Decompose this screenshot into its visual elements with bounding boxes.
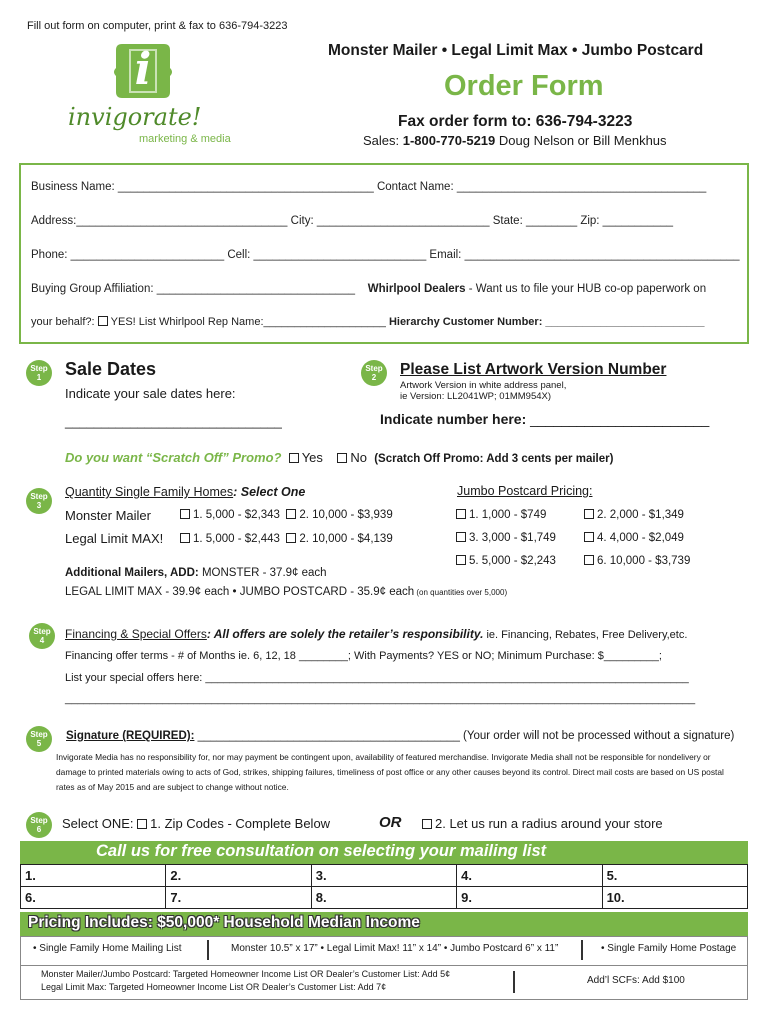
jumbo-opt3-label: 3. 3,000 - $1,749 <box>469 532 556 544</box>
artwork-title: Please List Artwork Version Number <box>400 361 667 378</box>
artwork-number-field[interactable]: _______________________ <box>526 411 710 427</box>
financing-label: Financing & Special Offers <box>65 627 207 641</box>
jumbo-opt1-checkbox[interactable] <box>456 509 466 519</box>
zip-codes-label: 1. Zip Codes - Complete Below <box>150 816 331 831</box>
scratch-note: (Scratch Off Promo: Add 3 cents per mailer) <box>374 453 614 465</box>
jumbo-opt5-checkbox[interactable] <box>456 555 466 565</box>
disclaimer-1: Invigorate Media has no responsibility for, nor may payment be contingent upon, availability of featured merchandise. Invigorate Media shall not be responsible for nondelivery or <box>56 752 711 762</box>
whirlpool-label: Whirlpool Dealers <box>367 283 466 295</box>
financing-bold: : All offers are solely the retailer’s responsibility. <box>206 627 484 641</box>
radius-checkbox[interactable] <box>422 819 432 829</box>
disclaimer-3: rates as of May 2015 and are subject to change without notice. <box>56 782 289 792</box>
disclaimer-2: damage to printed materials owing to acts of God, strikes, shipping failures, timeliness of post office or any other causes beyond its control. Direct mail costs are based on US postal <box>56 767 724 777</box>
signature-line[interactable]: _________________________________________ <box>194 730 460 742</box>
zip-cell-3[interactable]: 3. <box>311 865 456 887</box>
additional-small: (on quantities over 5,000) <box>414 588 508 597</box>
artwork-indicate-label: Indicate number here: <box>380 411 527 427</box>
jumbo-opt1-label: 1. 1,000 - $749 <box>469 509 547 521</box>
fax-line: Fax order form to: 636-794-3223 <box>398 113 633 130</box>
additional-monster: MONSTER - 37.9¢ each <box>198 567 327 579</box>
signature-row[interactable] <box>66 730 734 742</box>
step-6-badge: Step 6 <box>26 812 52 838</box>
zip-cell-9[interactable]: 9. <box>457 887 602 909</box>
divider-4 <box>513 971 515 993</box>
jumbo-opt5-label: 5. 5,000 - $2,243 <box>469 555 556 567</box>
pricing-details-box <box>20 936 748 1000</box>
additional-label: Additional Mailers, ADD: <box>65 567 199 579</box>
zip-cell-6[interactable]: 6. <box>21 887 166 909</box>
hierarchy-field[interactable]: Hierarchy Customer Number: __________________________ <box>388 316 705 328</box>
whirlpool-text: - Want us to file your HUB co-op paperwork on <box>465 283 707 295</box>
sale-dates-field[interactable]: ______________________________ <box>65 414 282 429</box>
signature-label: Signature (REQUIRED): <box>66 730 195 742</box>
logo <box>110 42 176 100</box>
quantity-heading <box>65 485 305 499</box>
business-field[interactable]: Business Name: ________________________________________ Contact Name: _______________________________________ <box>31 181 707 193</box>
radius-option <box>422 816 663 831</box>
monster-opt1-label: 1. 5,000 - $2,343 <box>193 509 280 521</box>
or-label: OR <box>379 814 402 831</box>
legal-options <box>180 533 393 545</box>
pricing-bar-text: Pricing Includes: $50,000* Household Median Income <box>28 914 420 931</box>
pricing-item-1: • Single Family Home Mailing List <box>33 943 182 954</box>
jumbo-opt-5 <box>456 555 556 567</box>
financing-tail: ie. Financing, Rebates, Free Delivery,etc. <box>483 629 688 641</box>
jumbo-opt6-checkbox[interactable] <box>584 555 594 565</box>
sales-phone: 1-800-770-5219 <box>402 133 496 148</box>
jumbo-title: Jumbo Postcard Pricing: <box>457 484 593 498</box>
zip-codes-checkbox[interactable] <box>137 819 147 829</box>
page-title: Order Form <box>444 70 604 102</box>
zip-row-1 <box>21 865 748 887</box>
sales-line <box>363 133 667 148</box>
zip-cell-4[interactable]: 4. <box>457 865 602 887</box>
scratch-yes-checkbox[interactable] <box>289 453 299 463</box>
scratch-yes-label: Yes <box>301 450 323 465</box>
monster-options <box>180 509 393 521</box>
monster-label: Monster Mailer <box>65 508 151 523</box>
artwork-note-1: Artwork Version in white address panel, <box>400 380 567 391</box>
additional-mailers-line1 <box>65 567 327 579</box>
zip-code-table <box>20 864 748 909</box>
zip-row-2 <box>21 887 748 909</box>
address-field[interactable]: Address:_________________________________ City: ___________________________ State: ________ Zip: ___________ <box>31 215 674 227</box>
sales-prefix: Sales: <box>363 133 403 148</box>
legal-opt1-checkbox[interactable] <box>180 533 190 543</box>
zip-cell-2[interactable]: 2. <box>166 865 311 887</box>
logo-tagline: marketing & media <box>139 133 231 145</box>
buying-group-label: Buying Group Affiliation: _______________________________ <box>31 283 355 295</box>
jumbo-opt-6 <box>584 555 690 567</box>
special-offers-line[interactable]: _______________________________________________________________________________________________________ <box>65 693 696 705</box>
additional-mailers-line2 <box>65 586 507 598</box>
jumbo-opt-1 <box>456 509 546 521</box>
pricing-line-2: Legal Limit Max: Targeted Homeowner Income List OR Dealer’s Customer List: Add 7¢ <box>41 982 387 992</box>
quantity-select: : Select One <box>233 485 306 499</box>
step-5-badge: Step 5 <box>26 726 52 752</box>
scratch-no-label: No <box>350 450 367 465</box>
jumbo-opt4-checkbox[interactable] <box>584 532 594 542</box>
artwork-note-2: ie Version: LL2041WP; 01MM954X) <box>400 391 552 402</box>
additional-legal-jumbo: LEGAL LIMIT MAX - 39.9¢ each • JUMBO POSTCARD - 35.9¢ each <box>65 586 415 598</box>
buying-group-field[interactable] <box>31 283 706 295</box>
legal-opt1-label: 1. 5,000 - $2,443 <box>193 533 280 545</box>
pricing-bar <box>20 912 748 936</box>
financing-heading <box>65 627 687 641</box>
divider-3 <box>21 965 747 966</box>
zip-cell-7[interactable]: 7. <box>166 887 311 909</box>
scratch-row <box>65 450 613 465</box>
phone-field[interactable]: Phone: ________________________ Cell: ___________________________ Email: ___________________________________________ <box>31 249 740 261</box>
monster-opt2-label: 2. 10,000 - $3,939 <box>299 509 393 521</box>
scratch-no-checkbox[interactable] <box>337 453 347 463</box>
pricing-item-2: Monster 10.5” x 17” • Legal Limit Max! 11” x 14” • Jumbo Postcard 6” x 11” <box>231 943 559 954</box>
monster-opt1-checkbox[interactable] <box>180 509 190 519</box>
jumbo-opt2-label: 2. 2,000 - $1,349 <box>597 509 684 521</box>
logo-name: invigorate! <box>68 103 202 131</box>
jumbo-opt4-label: 4. 4,000 - $2,049 <box>597 532 684 544</box>
select-one-label: Select ONE: <box>62 816 134 831</box>
monster-opt2-checkbox[interactable] <box>286 509 296 519</box>
behalf-label: your behalf?: <box>31 316 95 328</box>
artwork-number-row[interactable] <box>380 411 709 427</box>
scf-note: Add’l SCFs: Add $100 <box>587 975 685 986</box>
jumbo-opt-4 <box>584 532 684 544</box>
jumbo-opt6-label: 6. 10,000 - $3,739 <box>597 555 691 567</box>
pricing-line-1: Monster Mailer/Jumbo Postcard: Targeted Homeowner Income List OR Dealer’s Customer List: Add 5¢ <box>41 969 451 979</box>
step-4-badge: Step 4 <box>29 623 55 649</box>
zip-cell-10[interactable]: 10. <box>602 887 747 909</box>
quantity-label: Quantity Single Family Homes <box>65 485 234 499</box>
jumbo-opt3-checkbox[interactable] <box>456 532 466 542</box>
hub-coop-row <box>31 316 704 328</box>
divider-1 <box>207 940 209 960</box>
logo-letter: i <box>134 44 152 95</box>
whirlpool-rep-field[interactable]: YES! List Whirlpool Rep Name:____________________ <box>110 316 386 328</box>
legal-opt2-checkbox[interactable] <box>286 533 296 543</box>
zip-cell-1[interactable]: 1. <box>21 865 166 887</box>
signature-note: (Your order will not be processed without a signature) <box>459 730 735 742</box>
jumbo-opt2-checkbox[interactable] <box>584 509 594 519</box>
step-3-badge: Step 3 <box>26 488 52 514</box>
fax-note: Fill out form on computer, print & fax to 636-794-3223 <box>27 20 288 32</box>
special-offers-field[interactable]: List your special offers here: _______________________________________________________________________________ <box>65 672 689 684</box>
jumbo-opt-3 <box>456 532 556 544</box>
legal-label: Legal Limit MAX! <box>65 531 164 546</box>
call-bar <box>20 841 748 865</box>
zip-cell-5[interactable]: 5. <box>602 865 747 887</box>
step-1-badge: Step 1 <box>26 360 52 386</box>
select-one-row <box>62 816 330 831</box>
radius-label: 2. Let us run a radius around your store <box>435 816 663 831</box>
products-line: Monster Mailer • Legal Limit Max • Jumbo Postcard <box>328 42 704 59</box>
scratch-question: Do you want “Scratch Off” Promo? <box>65 450 282 465</box>
jumbo-opt-2 <box>584 509 684 521</box>
pricing-item-3: • Single Family Home Postage <box>601 943 737 954</box>
legal-opt2-label: 2. 10,000 - $4,139 <box>299 533 393 545</box>
zip-cell-8[interactable]: 8. <box>311 887 456 909</box>
call-bar-text: Call us for free consultation on selecting your mailing list <box>96 842 547 860</box>
divider-2 <box>581 940 583 960</box>
step-2-badge: Step 2 <box>361 360 387 386</box>
financing-terms-field[interactable]: Financing offer terms - # of Months ie. 6, 12, 18 ________; With Payments? YES or NO; Minimum Purchase: $_________; <box>65 650 662 662</box>
sales-names: Doug Nelson or Bill Menkhus <box>495 133 667 148</box>
sale-dates-title: Sale Dates <box>65 359 157 379</box>
sale-dates-instruction: Indicate your sale dates here: <box>65 386 236 401</box>
whirlpool-yes-checkbox[interactable] <box>98 316 108 326</box>
